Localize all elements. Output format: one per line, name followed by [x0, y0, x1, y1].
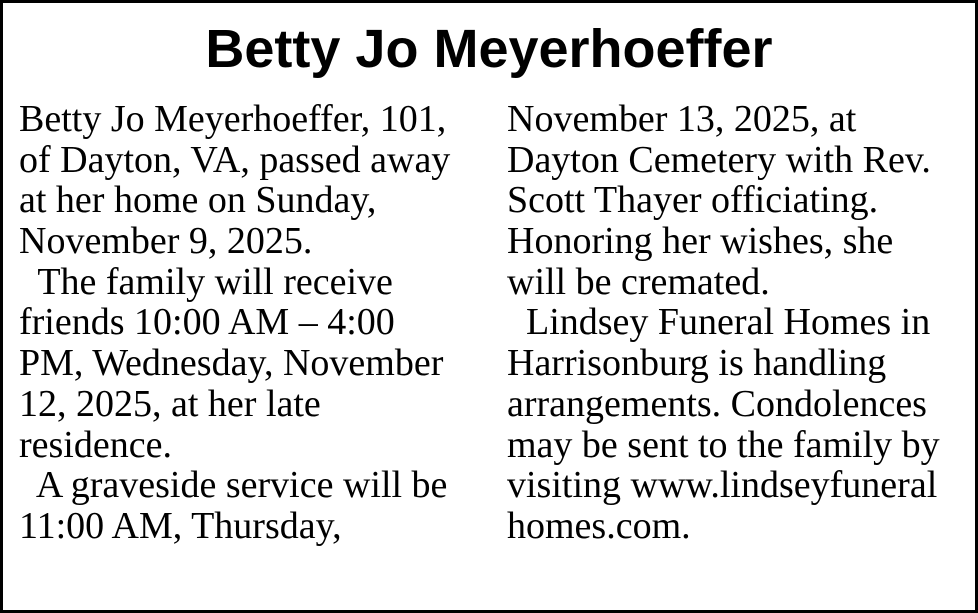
- text-line: friends 10:00 AM – 4:00: [19, 301, 395, 344]
- text-line: arrangements. Condolences: [507, 382, 927, 425]
- text-line: PM, Wednesday, November: [19, 342, 444, 385]
- obituary-title: Betty Jo Meyerhoeffer: [205, 19, 773, 79]
- text-line: 11:00 AM, Thursday,: [19, 504, 342, 547]
- text-line: November 13, 2025, at: [507, 98, 857, 140]
- text-line: 12, 2025, at her late: [19, 382, 321, 425]
- text-line: Scott Thayer officiating.: [507, 179, 879, 222]
- text-line: visiting www.lindseyfuneral: [507, 464, 938, 507]
- text-line: homes.com.: [507, 504, 691, 547]
- text-line: Dayton Cemetery with Rev.: [507, 138, 931, 181]
- text-line: Lindsey Funeral Homes in: [507, 301, 931, 344]
- text-line: November 9, 2025.: [19, 220, 313, 263]
- obituary-right-column: [507, 99, 967, 547]
- text-line: at her home on Sunday,: [19, 179, 377, 222]
- text-line: The family will receive: [19, 260, 393, 303]
- text-line: will be cremated.: [507, 260, 770, 303]
- text-line: residence.: [19, 423, 172, 466]
- text-line: may be sent to the family by: [507, 423, 940, 466]
- text-line: Betty Jo Meyerhoeffer, 101,: [19, 98, 447, 140]
- text-line: of Dayton, VA, passed away: [19, 138, 451, 181]
- text-line: Honoring her wishes, she: [507, 220, 894, 263]
- text-line: Harrisonburg is handling: [507, 342, 887, 385]
- obituary-left-column: [19, 99, 489, 547]
- text-line: A graveside service will be: [19, 464, 448, 507]
